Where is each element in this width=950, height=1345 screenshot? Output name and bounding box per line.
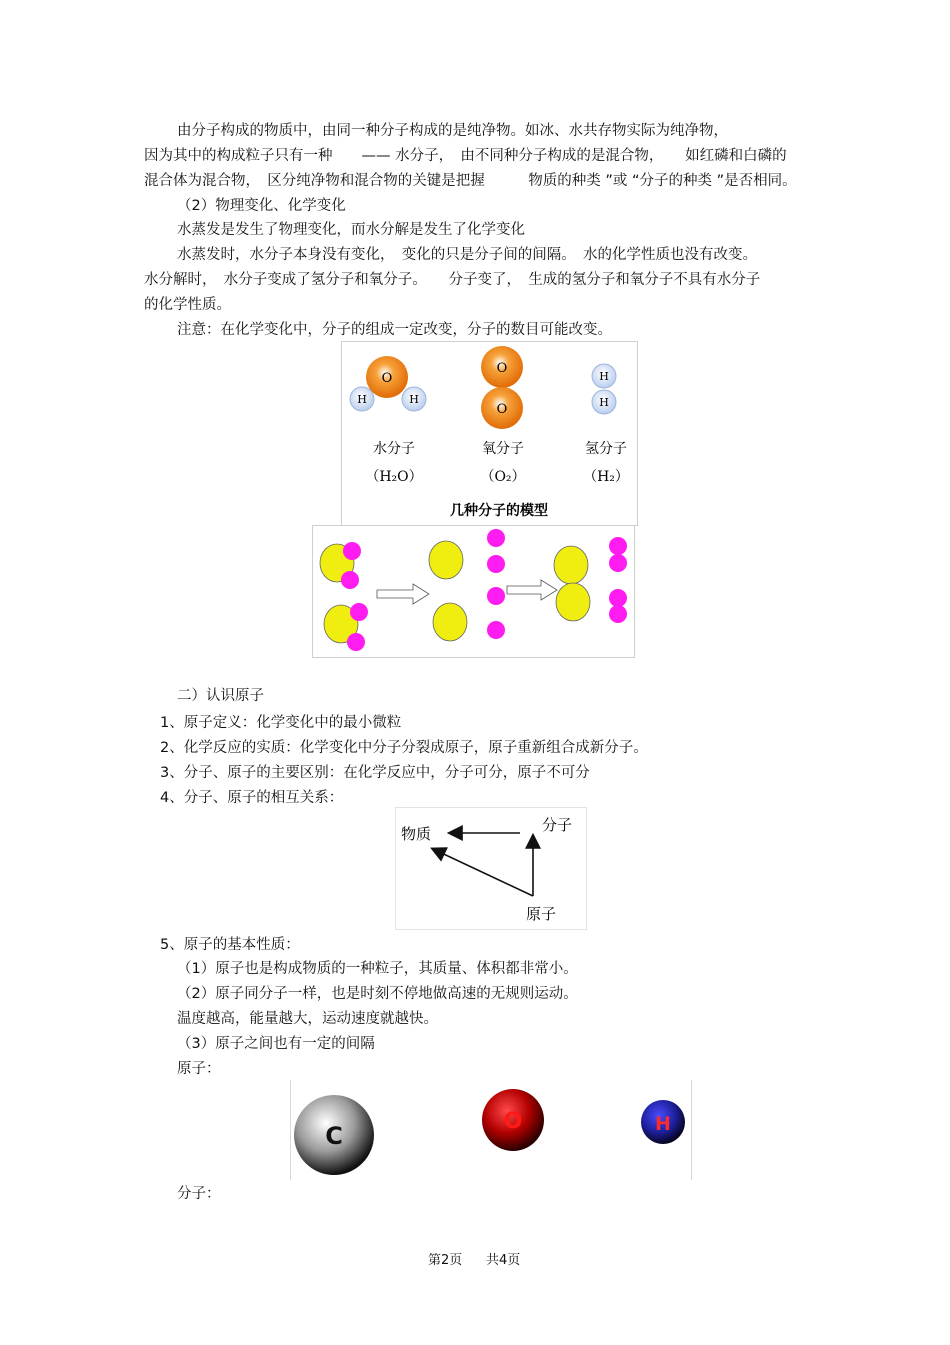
property-line: 温度越高，能量越大，运动速度就越快。 <box>177 1011 438 1027</box>
oxygen-symbol: O <box>503 1109 523 1134</box>
section-heading: （2）物理变化、化学变化 <box>177 198 346 214</box>
water-decomposition-image <box>313 526 634 657</box>
list-item: 3、分子、原子的主要区别：在化学反应中，分子可分，原子不可分 <box>160 765 590 781</box>
atom-letter: H <box>599 370 609 383</box>
hydrogen-formula: （H₂） <box>583 469 629 485</box>
paragraph-line: 由分子构成的物质中，由同一种分子构成的是纯净物。如冰、水共存物实际为纯净物， <box>177 123 728 139</box>
water-label: 水分子 <box>373 441 415 457</box>
molecule-models-figure <box>341 341 638 526</box>
property-line: （1）原子也是构成物质的一种粒子，其质量、体积都非常小。 <box>177 961 578 977</box>
molecule-models-image <box>342 342 637 525</box>
molecules-label: 分子： <box>177 1186 221 1202</box>
list-item: 4、分子、原子的相互关系： <box>160 790 344 806</box>
figure-caption: 几种分子的模型 <box>450 503 548 519</box>
arrow-atom-to-substance <box>433 849 533 896</box>
reaction-figure <box>312 525 635 658</box>
paragraph-line: 水分解时， 水分子变成了氢分子和氧分子。 分子变了， 生成的氢分子和氧分子不具有水分子 <box>144 272 761 288</box>
atom-spheres-figure <box>290 1080 692 1180</box>
paragraph-line: 水蒸发是发生了物理变化，而水分解是发生了化学变化 <box>177 222 525 238</box>
relation-diagram-image <box>396 808 586 929</box>
hydrogen-symbol: H <box>655 1113 671 1135</box>
atom-letter: H <box>599 396 609 409</box>
list-item: 1、原子定义：化学变化中的最小微粒 <box>160 715 402 731</box>
paragraph-line: 的化学性质。 <box>144 297 231 313</box>
property-line: （2）原子同分子一样，也是时刻不停地做高速的无规则运动。 <box>177 986 578 1002</box>
paragraph-line: 因为其中的构成粒子只有一种 —— 水分子， 由不同种分子构成的是混合物， 如红磷和白磷的 <box>144 148 787 164</box>
atom-spheres-image <box>291 1080 691 1180</box>
hydrogen-molecule-model <box>592 364 616 414</box>
atom-letter: H <box>357 393 367 406</box>
atom-letter: O <box>496 402 508 417</box>
oxygen-formula: （O₂） <box>480 469 526 485</box>
page-number: 第2页 <box>428 1253 463 1268</box>
note-line: 注意：在化学变化中，分子的组成一定改变，分子的数目可能改变。 <box>177 322 612 338</box>
atom-letter: O <box>381 371 393 386</box>
section-heading: 二）认识原子 <box>177 688 264 704</box>
atom-letter: H <box>409 393 419 406</box>
property-line: （3）原子之间也有一定的间隔 <box>177 1036 375 1052</box>
list-item: 2、化学反应的实质：化学变化中分子分裂成原子，原子重新组合成新分子。 <box>160 740 648 756</box>
carbon-symbol: C <box>325 1122 343 1150</box>
page-total: 共4页 <box>486 1253 521 1268</box>
relation-diagram <box>395 807 587 930</box>
molecule-label: 分子 <box>542 816 573 834</box>
atom-letter: O <box>496 361 508 376</box>
paragraph-line: 混合体为混合物， 区分纯净物和混合物的关键是把握 物质的种类 ”或 “分子的种类 ”是否相同。 <box>144 173 797 189</box>
paragraph-line: 水蒸发时，水分子本身没有变化， 变化的只是分子间的间隔。 水的化学性质也没有改变。 <box>177 247 757 263</box>
list-item: 5、原子的基本性质： <box>160 937 300 953</box>
atoms-label: 原子： <box>177 1061 221 1077</box>
water-formula: （H₂O） <box>365 469 423 485</box>
substance-label: 物质 <box>401 825 432 843</box>
water-molecule-model <box>350 356 426 411</box>
atom-label: 原子 <box>526 905 557 923</box>
oxygen-label: 氧分子 <box>482 441 524 457</box>
oxygen-molecule-model <box>481 346 523 429</box>
hydrogen-label: 氢分子 <box>585 441 627 457</box>
